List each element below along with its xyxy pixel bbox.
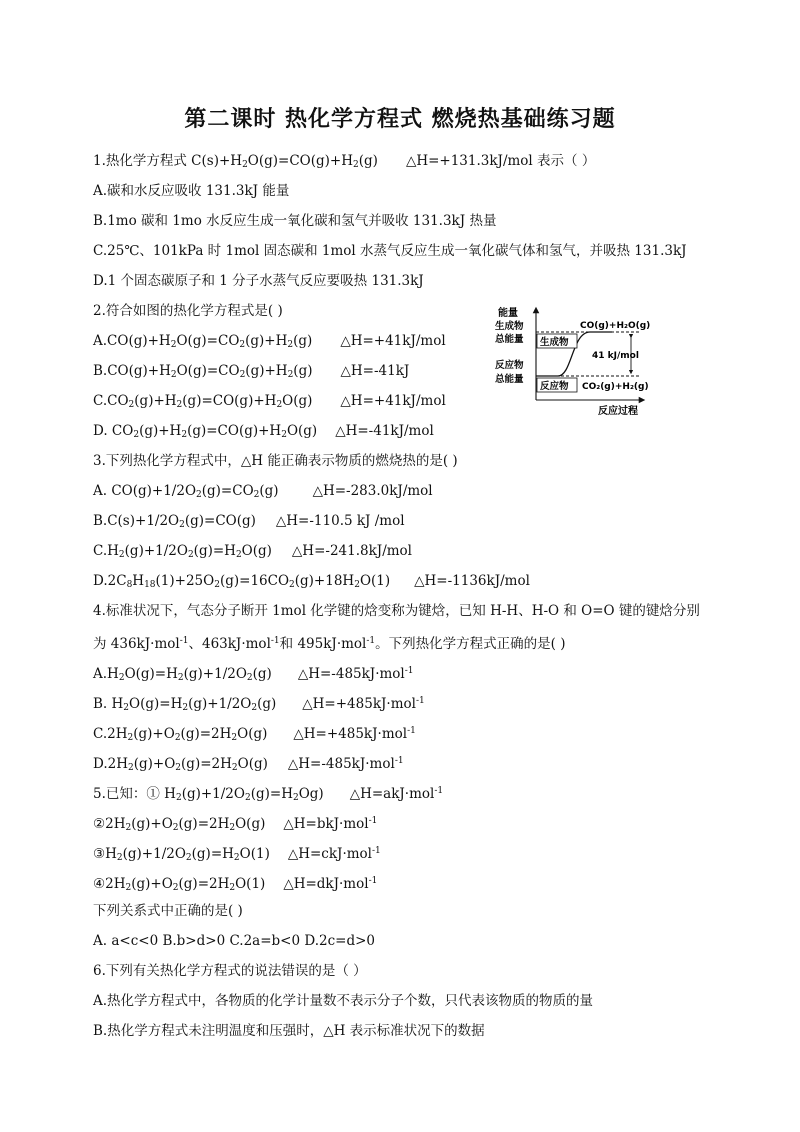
q3-option-a: A. $CO(g)+1/2O_2(g)=CO_2(g)$ △H=-283.0kJ/mol bbox=[93, 483, 433, 500]
delta-label: 41 kJ/mol bbox=[592, 351, 639, 361]
q6-stem: 6.下列有关热化学方程式的说法错误的是（ ） bbox=[93, 963, 367, 979]
q4-option-c: $C.2H_2(g)+O_2(g)=2H_2O(g)$ △H=+485kJ·mol$^{-1}$ bbox=[93, 726, 416, 743]
energy-diagram bbox=[494, 296, 704, 418]
product-box-label: 生成物 bbox=[540, 337, 569, 348]
q6-option-a: A.热化学方程式中，各物质的化学计量数不表示分子个数，只代表该物质的物质的量 bbox=[93, 993, 594, 1009]
q4-stem-line1: 4.标准状况下，气态分子断开 1mol 化学键的焓变称为键焓，已知 H-H、H-O 和 O=O 键的键焓分别 bbox=[93, 603, 700, 619]
q5-eq4: $④2H_2(g)+O_2(g)=2H_2O(1)$ △H=dkJ·mol$^{-1}$ bbox=[93, 876, 378, 893]
top-species-label: CO(g)+H₂O(g) bbox=[580, 321, 651, 331]
q5-eq2: $②2H_2(g)+O_2(g)=2H_2O(g)$ △H=bkJ·mol$^{-1}$ bbox=[93, 816, 378, 833]
q4-stem-line2: 为 436kJ·mol$^{-1}$、463kJ·mol$^{-1}$和 495kJ·mol$^{-1}$。下列热化学方程式正确的是( ) bbox=[93, 636, 566, 652]
q3-option-c: $C.H_2(g)+1/2O_2(g)=H_2O(g)$ △H=-241.8kJ/mol bbox=[93, 543, 412, 560]
q1-option-a: A.碳和水反应吸收 131.3kJ 能量 bbox=[93, 183, 290, 199]
q4-option-d: $D.2H_2(g)+O_2(g)=2H_2O(g)$ △H=-485kJ·mol$^{-1}$ bbox=[93, 756, 404, 773]
bottom-species-label: CO₂(g)+H₂(g) bbox=[582, 382, 649, 392]
q4-option-a: $A.H_2O(g)=H_2(g)+1/2O_2(g)$ △H=-485kJ·mol$^{-1}$ bbox=[93, 666, 414, 683]
reactant-energy-label-2: 总能量 bbox=[495, 374, 524, 385]
q6-option-b: B.热化学方程式未注明温度和压强时，△H 表示标准状况下的数据 bbox=[93, 1023, 485, 1039]
q1-option-d: D.1 个固态碳原子和 1 分子水蒸气反应要吸热 131.3kJ bbox=[93, 273, 424, 289]
q2-option-c: $C.CO_2(g)+H_2(g)=CO(g)+H_2O(g)$ △H=+41kJ/mol bbox=[93, 393, 446, 410]
q2-option-b: $B.CO(g)+H_2O(g)=CO_2(g)+H_2(g)$ △H=-41kJ bbox=[93, 363, 410, 380]
q5-options: A. a<c<0 B.b>d>0 C.2a=b<0 D.2c=d>0 bbox=[93, 933, 376, 949]
q1-option-c: C.25℃、101kPa 时 1mol 固态碳和 1mol 水蒸气反应生成一氧化碳气体和氢气，并吸热 131.3kJ bbox=[93, 243, 687, 259]
q4-option-b: B. $H_2O(g)=H_2(g)+1/2O_2(g)$ △H=+485kJ·mol$^{-1}$ bbox=[93, 696, 425, 713]
q2-option-a: $A.CO(g)+H_2O(g)=CO_2(g)+H_2(g)$ △H=+41kJ/mol bbox=[93, 333, 446, 350]
product-energy-label: 生成物 bbox=[495, 321, 524, 332]
q5-ask: 下列关系式中正确的是( ) bbox=[93, 903, 243, 919]
q3-option-d: $D.2C_8H_{18}(1)+25O_2(g)=16CO_2(g)+18H_2O(1)$ △H=-1136kJ/mol bbox=[93, 573, 530, 590]
product-energy-label-2: 总能量 bbox=[495, 334, 524, 345]
page-title: 第二课时 热化学方程式 燃烧热基础练习题 bbox=[184, 106, 616, 132]
q1-option-b: B.1mo 碳和 1mo 水反应生成一氧化碳和氢气并吸收 131.3kJ 热量 bbox=[93, 213, 497, 229]
q5-eq1: 5.已知：① $H_2(g)+1/2O_2(g)=H_2Og$) △H=akJ·mol$^{-1}$ bbox=[93, 786, 444, 803]
q5-eq3: $③H_2(g)+1/2O_2(g)=H_2O(1)$ △H=ckJ·mol$^{-1}$ bbox=[93, 846, 381, 863]
y-axis-label: 能量 bbox=[498, 308, 518, 319]
q3-option-b: $B.C(s)+1/2O_2(g)=CO(g)$ △H=-110.5 kJ /mol bbox=[93, 513, 405, 530]
q1-stem: 1.热化学方程式 $C(s)+H_2O(g)=CO(g)+H_2(g)$ △H=+131.3kJ/mol 表示（ ） bbox=[93, 153, 596, 170]
q2-stem: 2.符合如图的热化学方程式是( ) bbox=[93, 303, 283, 319]
q2-option-d: D. $CO_2(g)+H_2(g)=CO(g)+H_2O(g)$ △H=-41kJ/mol bbox=[93, 423, 434, 440]
reactant-box-label: 反应物 bbox=[540, 381, 569, 392]
reactant-energy-label: 反应物 bbox=[495, 360, 524, 371]
x-axis-label: 反应过程 bbox=[598, 406, 638, 417]
q3-stem: 3.下列热化学方程式中，△H 能正确表示物质的燃烧热的是( ) bbox=[93, 453, 458, 469]
